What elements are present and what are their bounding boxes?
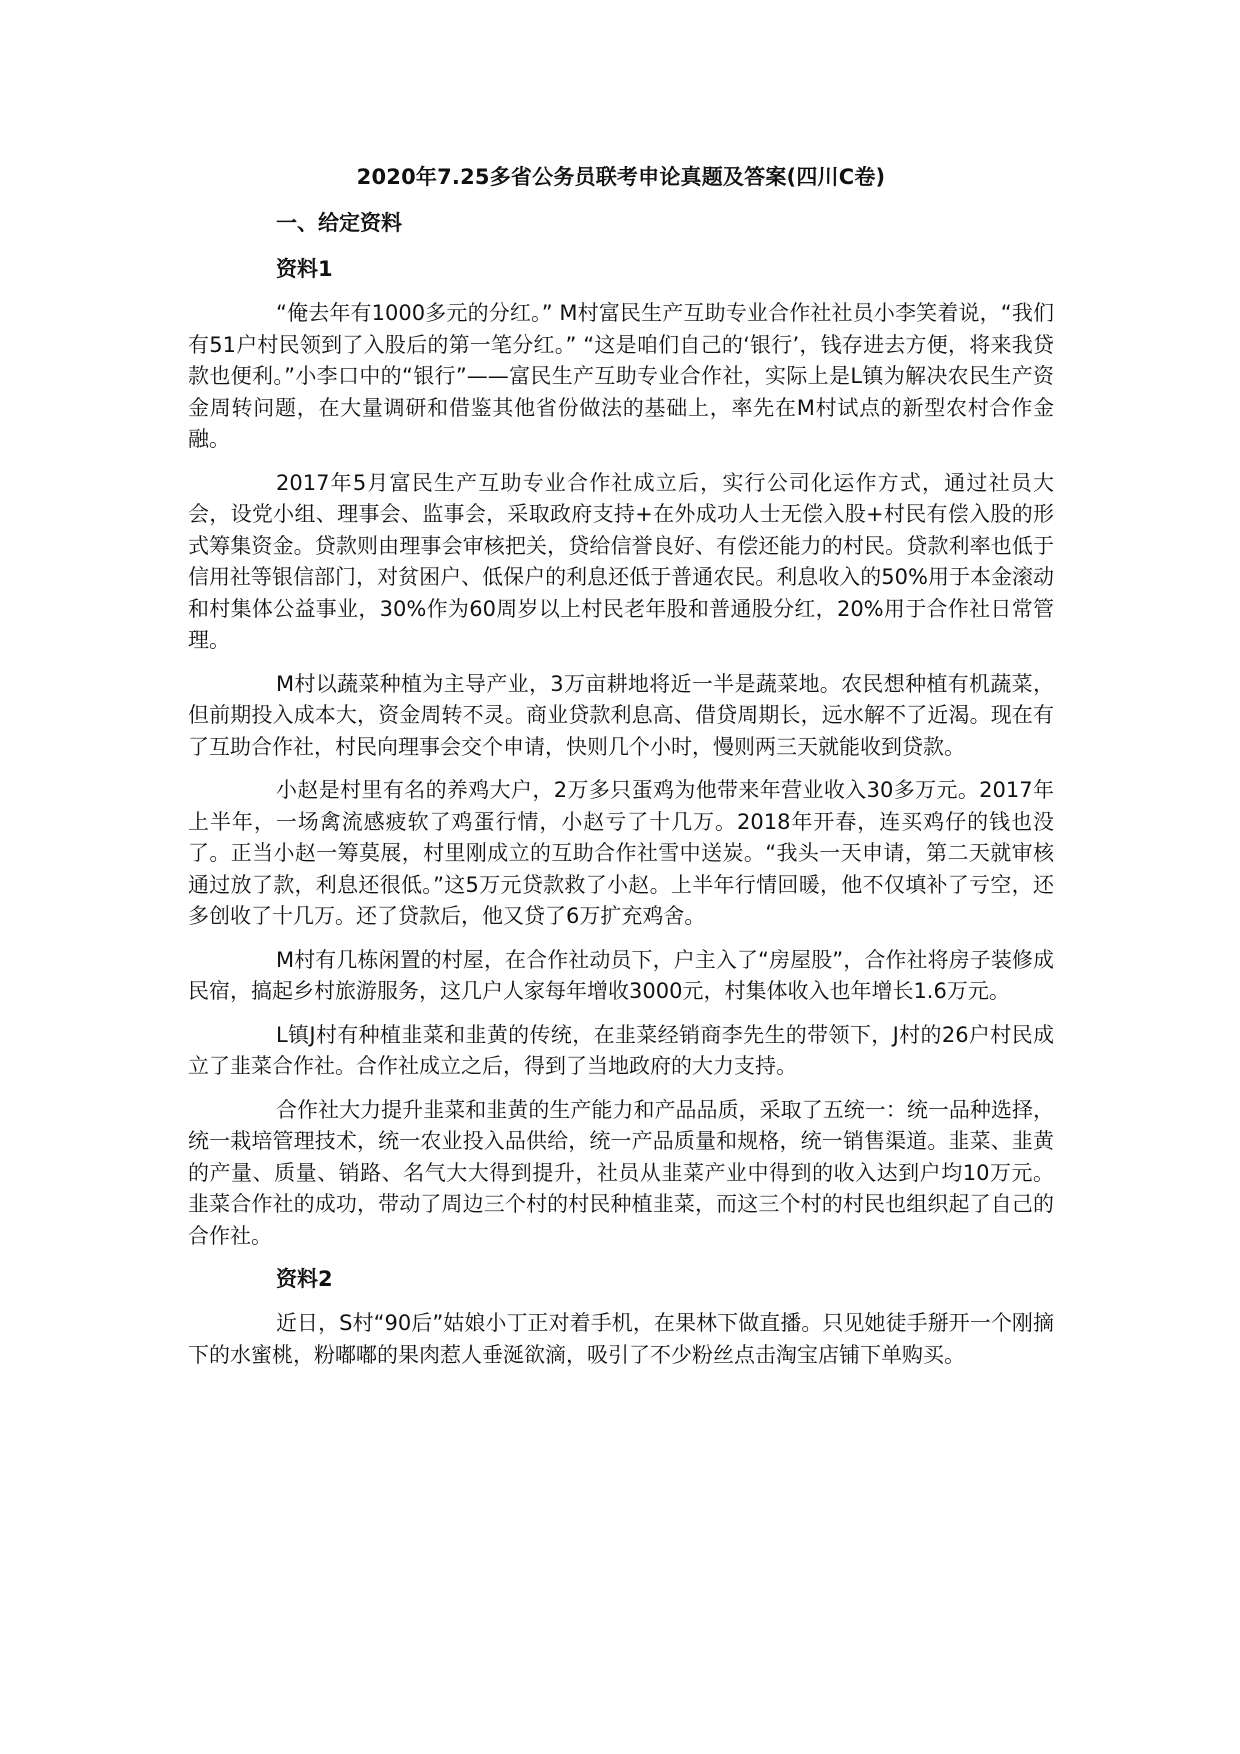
paragraph: 2017年5月富民生产互助专业合作社成立后，实行公司化运作方式，通过社员大会，设党小组、理事会、监事会，采取政府支持+在外成功人士无偿入股+村民有偿入股的形式筹集资金。贷款则由理事会审核把关，贷给信誉良好、有偿还能力的村民。贷款利率也低于信用社等银信部门，对贫困户、低保户的利息还低于普通农民。利息收入的50%用于本金滚动和村集体公益事业，30%作为60周岁以上村民老年股和普通股分红，20%用于合作社日常管理。: [188, 470, 1054, 652]
material-2: [188, 1264, 1054, 1371]
document-title: 2020年7.25多省公务员联考申论真题及答案(四川C卷): [356, 165, 886, 189]
paragraph: 合作社大力提升韭菜和韭黄的生产能力和产品品质，采取了五统一：统一品种选择，统一栽培管理技术，统一农业投入品供给，统一产品质量和规格，统一销售渠道。韭菜、韭黄的产量、质量、销路、名气大大得到提升，社员从韭菜产业中得到的收入达到户均10万元。韭菜合作社的成功，带动了周边三个村的村民种植韭菜，而这三个村的村民也组织起了自己的合作社。: [188, 1097, 1054, 1248]
material-heading: 资料1: [276, 257, 333, 281]
section-heading: 一、给定资料: [276, 211, 402, 235]
material-1: [188, 254, 1054, 1252]
paragraph: 小赵是村里有名的养鸡大户，2万多只蛋鸡为他带来年营业收入30多万元。2017年上半年，一场禽流感疲软了鸡蛋行情，小赵亏了十几万。2018年开春，连买鸡仔的钱也没了。正当小赵一筹莫展，村里刚成立的互助合作社雪中送炭。“我头一天申请，第二天就审核通过放了款，利息还很低。”这5万元贷款救了小赵。上半年行情回暖，他不仅填补了亏空，还多创收了十几万。还了贷款后，他又贷了6万扩充鸡舍。: [188, 778, 1054, 928]
material-heading: 资料2: [276, 1267, 333, 1291]
paragraph: M村有几栋闲置的村屋，在合作社动员下，户主入了“房屋股”，合作社将房子装修成民宿，搞起乡村旅游服务，这几户人家每年增收3000元，村集体收入也年增长1.6万元。: [188, 947, 1054, 1003]
document-page: [188, 150, 1054, 1383]
paragraph: L镇J村有种植韭菜和韭黄的传统，在韭菜经销商李先生的带领下，J村的26户村民成立了韭菜合作社。合作社成立之后，得到了当地政府的大力支持。: [188, 1022, 1054, 1078]
paragraph: 近日，S村“90后”姑娘小丁正对着手机，在果林下做直播。只见她徒手掰开一个刚摘下的水蜜桃，粉嘟嘟的果肉惹人垂涎欲滴，吸引了不少粉丝点击淘宝店铺下单购买。: [188, 1311, 1054, 1367]
paragraph: “俺去年有1000多元的分红。” M村富民生产互助专业合作社社员小李笑着说，“我们有51户村民领到了入股后的第一笔分红。” “这是咱们自己的‘银行’，钱存进去方便，将来我贷款也便利。”小李口中的“银行”——富民生产互助专业合作社，实际上是L镇为解决农民生产资金周转问题，在大量调研和借鉴其他省份做法的基础上，率先在M村试点的新型农村合作金融。: [188, 301, 1054, 451]
paragraph: M村以蔬菜种植为主导产业，3万亩耕地将近一半是蔬菜地。农民想种植有机蔬菜，但前期投入成本大，资金周转不灵。商业贷款利息高、借贷周期长，远水解不了近渴。现在有了互助合作社，村民向理事会交个申请，快则几个小时，慢则两三天就能收到贷款。: [188, 671, 1054, 759]
